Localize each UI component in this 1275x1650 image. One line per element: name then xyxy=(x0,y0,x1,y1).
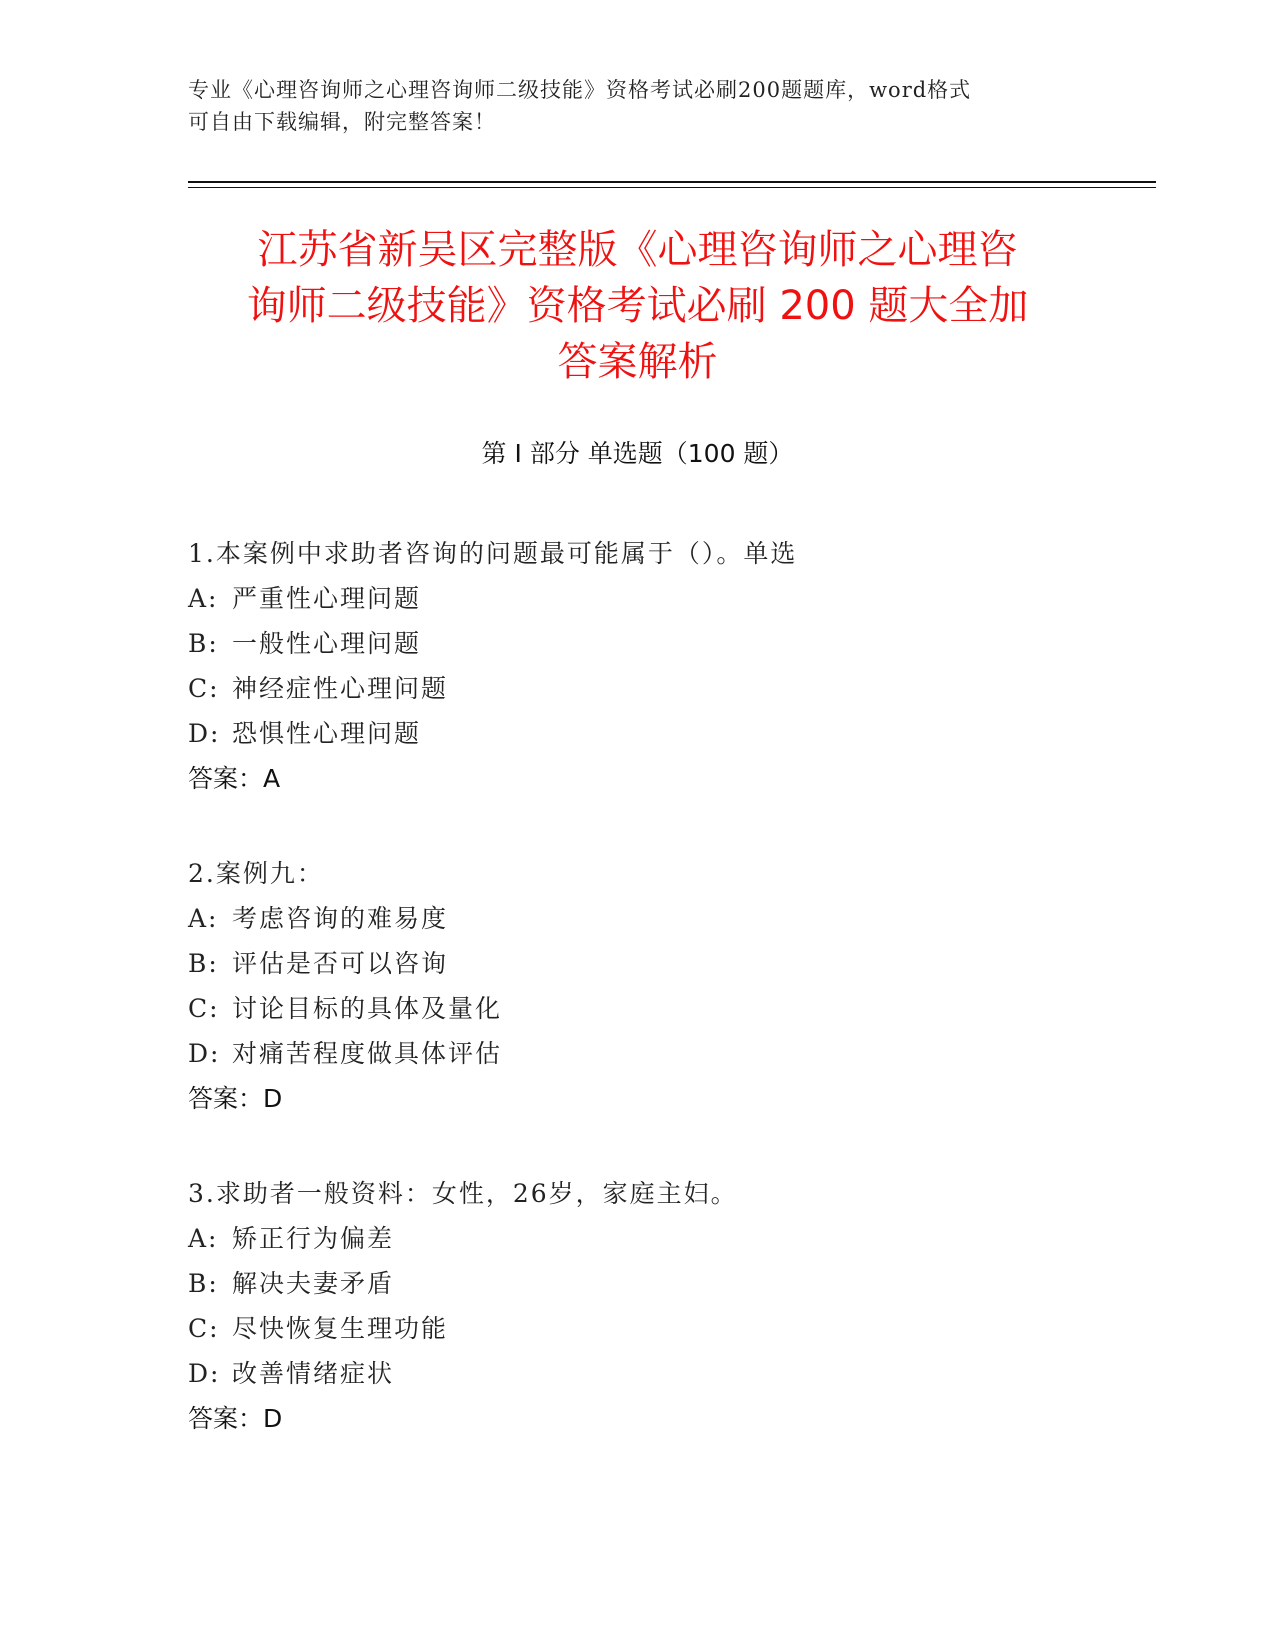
option-c xyxy=(188,666,1088,711)
question-2 xyxy=(188,851,1088,1121)
option-label: D: xyxy=(188,719,221,748)
option-d xyxy=(188,1031,1088,1076)
answer: 答案：D xyxy=(188,1404,283,1433)
option-text: 神经症性心理问题 xyxy=(232,674,449,703)
option-label: D: xyxy=(188,1039,221,1068)
question-3 xyxy=(188,1171,1088,1441)
answer: 答案：D xyxy=(188,1084,283,1113)
document-title-line-1: 江苏省新吴区完整版《心理咨询师之心理咨 xyxy=(257,227,1018,273)
option-text: 改善情绪症状 xyxy=(232,1359,395,1388)
option-b xyxy=(188,1261,1088,1306)
header-divider-thick xyxy=(188,181,1156,183)
header-note-line-2: 可自由下载编辑，附完整答案！ xyxy=(188,110,496,134)
header-note xyxy=(188,74,1068,138)
option-b xyxy=(188,621,1088,666)
option-text: 评估是否可以咨询 xyxy=(232,949,449,978)
option-a xyxy=(188,1216,1088,1261)
option-label: B: xyxy=(188,1269,219,1298)
answer: 答案：A xyxy=(188,764,281,793)
option-d xyxy=(188,1351,1088,1396)
option-label: C: xyxy=(188,1314,220,1343)
option-b xyxy=(188,941,1088,986)
option-a xyxy=(188,576,1088,621)
document-title-line-3: 答案解析 xyxy=(557,339,718,385)
header-note-line-1: 专业《心理咨询师之心理咨询师二级技能》资格考试必刷200题题库，word格式 xyxy=(188,78,972,102)
option-label: A: xyxy=(188,584,219,613)
option-label: D: xyxy=(188,1359,221,1388)
option-text: 一般性心理问题 xyxy=(232,629,422,658)
option-label: C: xyxy=(188,674,220,703)
option-label: B: xyxy=(188,629,219,658)
question-stem: 2.案例九： xyxy=(188,859,324,888)
option-text: 讨论目标的具体及量化 xyxy=(232,994,503,1023)
option-text: 考虑咨询的难易度 xyxy=(232,904,449,933)
option-c xyxy=(188,986,1088,1031)
option-label: A: xyxy=(188,904,219,933)
option-label: B: xyxy=(188,949,219,978)
option-text: 恐惧性心理问题 xyxy=(232,719,422,748)
document-title-line-2: 询师二级技能》资格考试必刷 200 题大全加 xyxy=(246,283,1029,329)
question-1 xyxy=(188,531,1088,801)
option-a xyxy=(188,896,1088,941)
option-text: 矫正行为偏差 xyxy=(232,1224,395,1253)
option-text: 对痛苦程度做具体评估 xyxy=(232,1039,503,1068)
document-title xyxy=(170,222,1105,390)
question-stem: 1.本案例中求助者咨询的问题最可能属于（）。单选 xyxy=(188,539,798,568)
option-label: A: xyxy=(188,1224,219,1253)
option-text: 解决夫妻矛盾 xyxy=(232,1269,395,1298)
section-title: 第 I 部分 单选题（100 题） xyxy=(481,439,794,468)
option-text: 尽快恢复生理功能 xyxy=(232,1314,449,1343)
option-d xyxy=(188,711,1088,756)
option-label: C: xyxy=(188,994,220,1023)
option-c xyxy=(188,1306,1088,1351)
option-text: 严重性心理问题 xyxy=(232,584,422,613)
question-stem: 3.求助者一般资料：女性，26岁，家庭主妇。 xyxy=(188,1179,738,1208)
header-divider-thin xyxy=(188,187,1156,188)
